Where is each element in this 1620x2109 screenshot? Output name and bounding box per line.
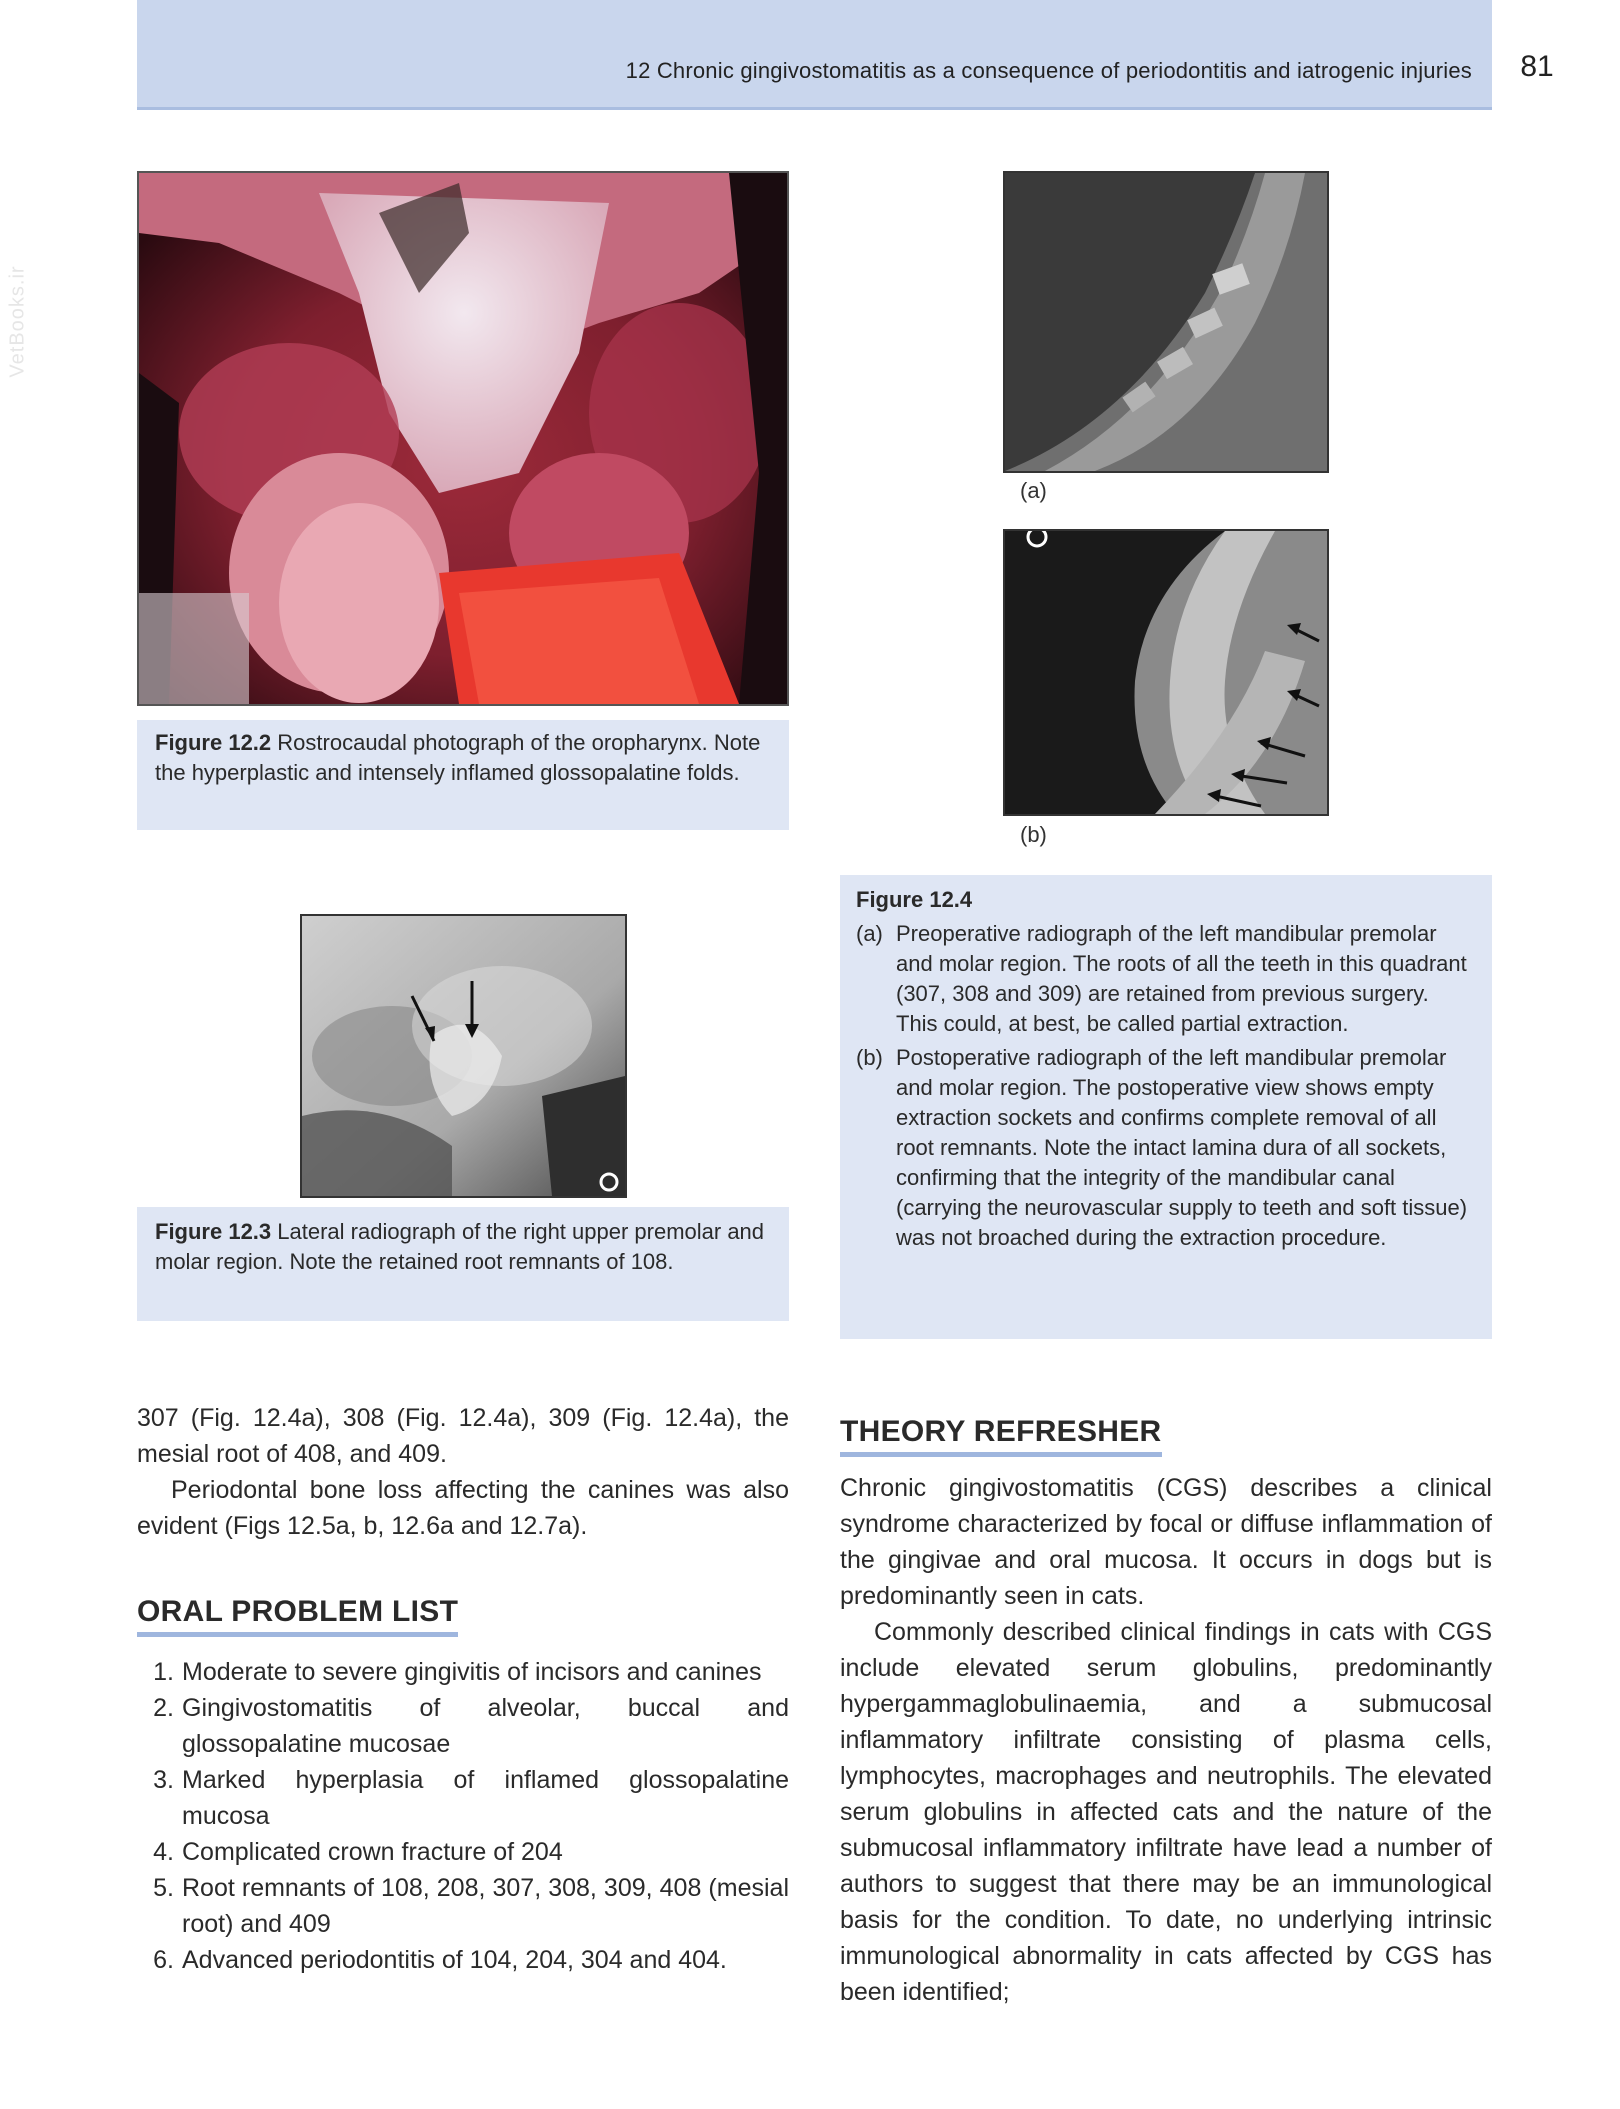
figure-12-2-caption [137,720,789,830]
preoperative-radiograph-image [1005,173,1327,471]
left-paragraph-1: 307 (Fig. 12.4a), 308 (Fig. 12.4a), 309 (Fig. 12.4a), the mesial root of 408, and 409. [137,1404,789,1468]
oral-problem-list [137,1654,789,1978]
figure-12-3-radiograph [300,914,627,1198]
right-paragraph-2: Commonly described clinical findings in cats with CGS include elevated serum globulins, predominantly hypergammaglobulinaemia, and a submucosal inflammatory infiltrate consisting of plasma cells, lymphocytes, macrophages and neutrophils. The elevated serum globulins in affected cats and the nature of the submucosal inflammatory infiltrate have lead a number of authors to suggest that there may be an immunological basis for the condition. To date, no underlying intrinsic immunological abnormality in cats affected by CGS has been identified; [840,1618,1492,2006]
list-item-text: Marked hyperplasia of inflamed glossopalatine mucosa [182,1766,789,1830]
list-item [137,1870,789,1942]
theory-refresher-heading: THEORY REFRESHER [840,1415,1162,1457]
oral-problem-list-heading: ORAL PROBLEM LIST [137,1595,458,1637]
list-item-number: 1. [153,1658,174,1686]
list-item-text: Complicated crown fracture of 204 [182,1838,563,1866]
list-item-number: 2. [153,1694,174,1722]
list-item-number: 4. [153,1838,174,1866]
list-item-number: 5. [153,1874,174,1902]
running-header [137,0,1492,110]
figure-12-4b-label: (b) [1020,822,1047,847]
left-column-text [137,1400,789,1544]
postoperative-radiograph-image [1005,531,1327,814]
figure-12-4-label: Figure 12.4 [856,887,973,912]
list-item-number: 6. [153,1946,174,1974]
figure-12-4b-radiograph [1003,529,1329,816]
figure-12-3-caption [137,1207,789,1321]
left-paragraph-2: Periodontal bone loss affecting the canines was also evident (Figs 12.5a, b, 12.6a and 12.7a). [137,1476,789,1540]
oropharynx-photo-image [139,173,787,704]
figure-12-4-item-a-label: (a) [856,921,883,946]
figure-12-3-label: Figure 12.3 [155,1219,272,1244]
list-item-text: Advanced periodontitis of 104, 204, 304 and 404. [182,1946,727,1974]
lateral-radiograph-image [302,916,625,1196]
page-number: 81 [1520,50,1554,83]
list-item [137,1942,789,1978]
figure-12-2-label: Figure 12.2 [155,730,272,755]
list-item-number: 3. [153,1766,174,1794]
figure-12-2-caption-text: Rostrocaudal photograph of the oropharynx. Note the hyperplastic and intensely inflamed glossopalatine folds. [155,730,761,785]
figure-12-4-item-b-label: (b) [856,1045,883,1070]
right-paragraph-1: Chronic gingivostomatitis (CGS) describes a clinical syndrome characterized by focal or diffuse inflammation of the gingivae and oral mucosa. It occurs in dogs but is predominantly seen in cats. [840,1474,1492,1610]
figure-12-4-item-a [856,919,1476,1039]
list-item-text: Root remnants of 108, 208, 307, 308, 309, 408 (mesial root) and 409 [182,1874,789,1938]
list-item-text: Gingivostomatitis of alveolar, buccal and glossopalatine mucosae [182,1694,789,1758]
figure-12-4a-radiograph [1003,171,1329,473]
right-column-text [840,1470,1492,2010]
figure-12-4-item-b [856,1043,1476,1253]
figure-12-4-item-b-text: Postoperative radiograph of the left mandibular premolar and molar region. The postoperative view shows empty extraction sockets and confirms complete removal of all root remnants. Note the intact lamina dura of all sockets, confirming that the integrity of the mandibular canal (carrying the neurovascular supply to teeth and soft tissue) was not broached during the extraction procedure. [896,1045,1468,1250]
list-item [137,1690,789,1762]
list-item-text: Moderate to severe gingivitis of incisors and canines [182,1658,762,1686]
watermark: VetBooks.ir [6,265,29,378]
figure-12-2-photo [137,171,789,706]
figure-12-3-caption-text: Lateral radiograph of the right upper premolar and molar region. Note the retained root remnants of 108. [155,1219,765,1274]
list-item [137,1762,789,1834]
figure-12-4a-label: (a) [1020,478,1047,503]
list-item [137,1654,789,1690]
figure-12-4-caption [840,875,1492,1339]
list-item [137,1834,789,1870]
running-title: 12 Chronic gingivostomatitis as a consequence of periodontitis and iatrogenic injuries [625,58,1472,83]
figure-12-4-item-a-text: Preoperative radiograph of the left mandibular premolar and molar region. The roots of all the teeth in this quadrant (307, 308 and 309) are retained from previous surgery. This could, at best, be called partial extraction. [896,921,1467,1036]
